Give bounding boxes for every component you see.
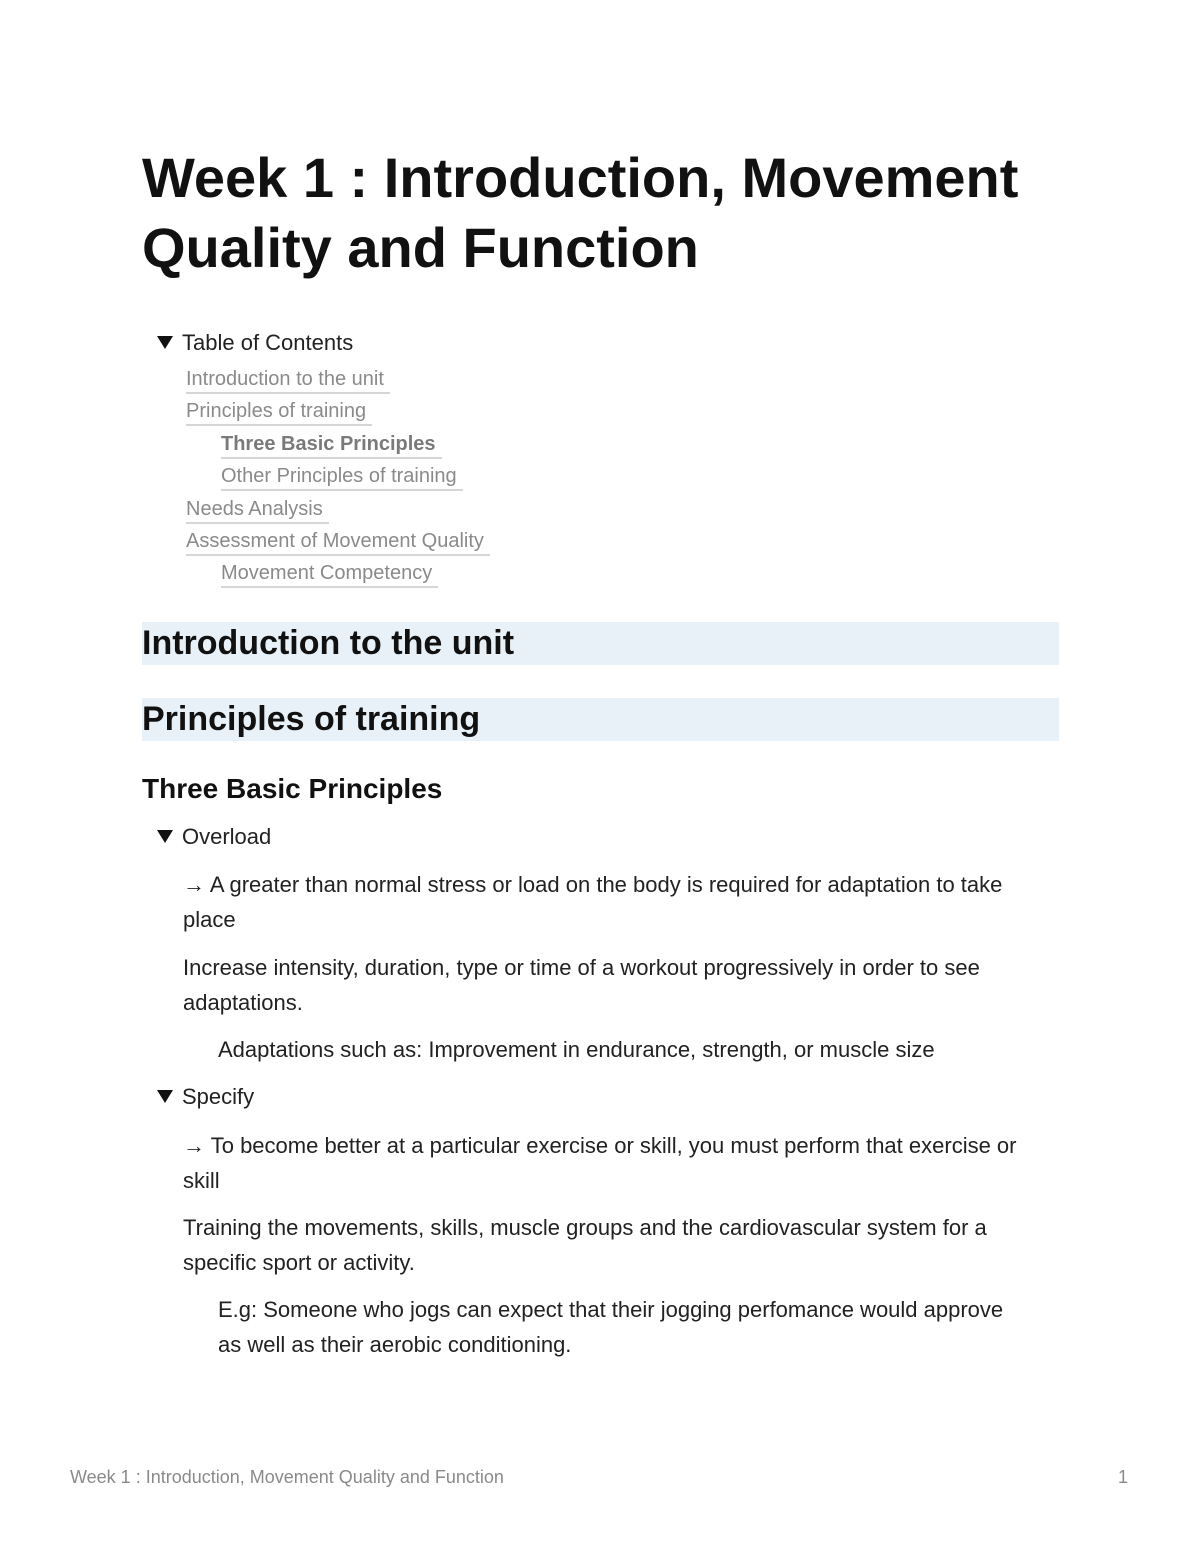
toc-link-needs-analysis[interactable]: Needs Analysis bbox=[186, 496, 329, 524]
overload-detail: Increase intensity, duration, type or time of a workout progressively in order to see adaptations. bbox=[183, 955, 980, 1015]
footer-title: Week 1 : Introduction, Movement Quality and Function bbox=[70, 1467, 504, 1487]
section-principles bbox=[142, 698, 1059, 741]
specify-example: E.g: Someone who jogs can expect that their jogging perfomance would approve as well as their aerobic conditioning. bbox=[218, 1297, 1004, 1357]
toc-link-principles[interactable]: Principles of training bbox=[186, 398, 372, 426]
specify-detail: Training the movements, skills, muscle groups and the cardiovascular system for a specific sport or activity. bbox=[183, 1215, 987, 1275]
footer-page-number: 1 bbox=[1117, 1467, 1128, 1487]
toc-link-three-basic-principles[interactable]: Three Basic Principles bbox=[221, 431, 442, 459]
toc-link-introduction[interactable]: Introduction to the unit bbox=[186, 366, 390, 394]
overload-example: Adaptations such as: Improvement in endurance, strength, or muscle size bbox=[218, 1037, 935, 1062]
triangle-down-icon bbox=[157, 336, 173, 349]
toc-toggle[interactable] bbox=[157, 329, 353, 357]
specify-definition: → To become better at a particular exercise or skill, you must perform that exercise or skill bbox=[183, 1133, 1017, 1193]
toggle-specify-label: Specify bbox=[182, 1084, 255, 1109]
subheading-three-basic-principles: Three Basic Principles bbox=[142, 773, 443, 804]
toc-label: Table of Contents bbox=[182, 330, 354, 355]
triangle-down-icon bbox=[157, 1090, 173, 1103]
overload-definition: → A greater than normal stress or load on the body is required for adaptation to take place bbox=[183, 872, 1003, 932]
toc-link-other-principles[interactable]: Other Principles of training bbox=[221, 463, 463, 491]
section-heading-introduction: Introduction to the unit bbox=[142, 624, 515, 662]
toggle-overload-label: Overload bbox=[182, 824, 272, 849]
page-title: Week 1 : Introduction, Movement Quality and Function bbox=[142, 146, 1019, 279]
toc-link-movement-competency[interactable]: Movement Competency bbox=[221, 560, 438, 588]
toggle-overload[interactable] bbox=[157, 823, 271, 851]
section-heading-principles: Principles of training bbox=[142, 700, 481, 738]
section-intro bbox=[142, 622, 1059, 665]
toc-link-assessment[interactable]: Assessment of Movement Quality bbox=[186, 528, 490, 556]
toggle-specify[interactable] bbox=[157, 1083, 254, 1111]
triangle-down-icon bbox=[157, 830, 173, 843]
